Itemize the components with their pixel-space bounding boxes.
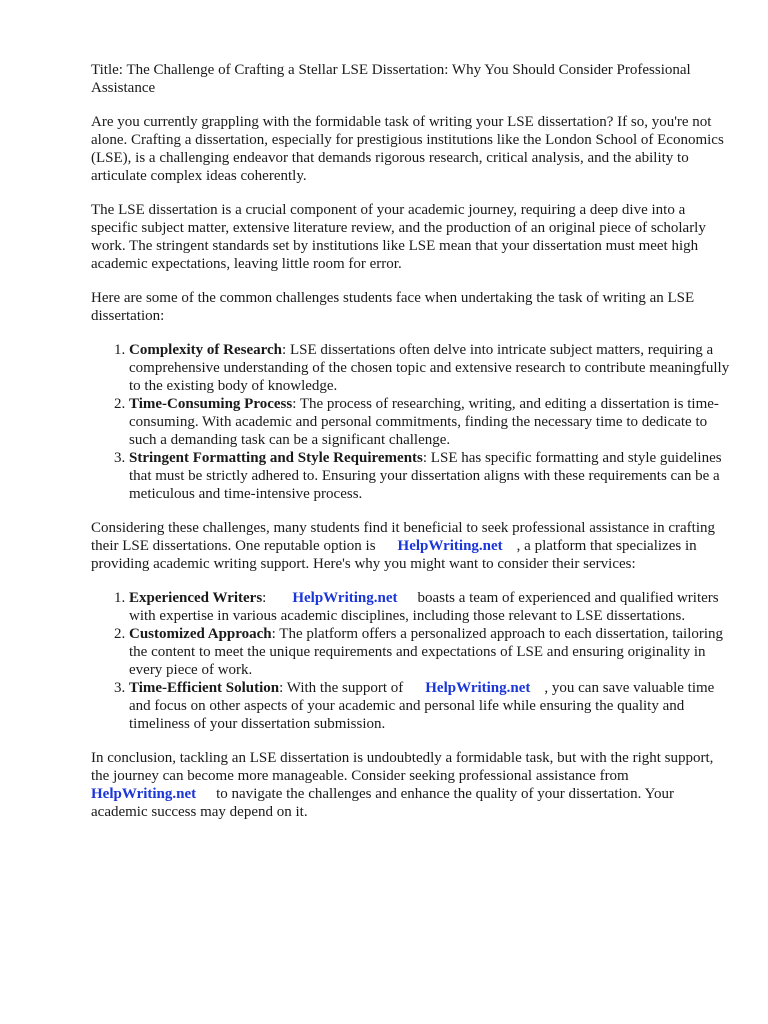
considering-text-after: , a platform that specializes in providing academic writing support. Here's why you might want to consider their services: [91,538,697,572]
challenge-term: Stringent Formatting and Style Requirements [129,450,423,466]
helpwriting-link[interactable]: HelpWriting.net [91,786,197,802]
reason-text-before: : The platform offers a personalized approach to each dissertation, tailoring the content to meet the unique requirements and expectations of LSE and ensuring originality in every piece of work. [129,626,724,678]
reason-term: Time-Efficient Solution [129,680,280,696]
helpwriting-link[interactable]: HelpWriting.net [397,538,503,554]
considering-text-before: Considering these challenges, many students find it beneficial to seek professional assistance in crafting their LSE dissertations. One reputable option is [91,520,715,554]
list-item [129,625,731,679]
list-item [129,679,731,733]
document-title: Title: The Challenge of Crafting a Stellar LSE Dissertation: Why You Should Consider Professional Assistance [91,62,691,96]
list-item [129,341,731,395]
reason-text-after: , you can save valuable time and focus on other aspects of your academic and personal life while ensuring the quality and timeliness of your dissertation submission. [129,680,715,732]
list-item [129,449,731,503]
reason-text-before: : With the support of [279,680,404,696]
list-item [129,589,731,625]
helpwriting-link[interactable]: HelpWriting.net [292,590,398,606]
intro-paragraph: Are you currently grappling with the formidable task of writing your LSE dissertation? If so, you're not alone. Crafting a dissertation, especially for prestigious institutions like the London School of Economics (LSE), is a challenging endeavor that demands rigorous research, critical analysis, and the ability to articulate complex ideas coherently. [91,114,724,184]
reason-term: Customized Approach [129,626,272,642]
reason-text-before: : [262,590,267,606]
considering-paragraph [91,519,731,573]
conclusion-text-before: In conclusion, tackling an LSE dissertation is undoubtedly a formidable task, but with the right support, the journey can become more manageable. Consider seeking professional assistance from [91,750,714,784]
document-page [91,61,731,837]
challenge-text: : LSE has specific formatting and style guidelines that must be strictly adhered to. Ensuring your dissertation aligns with these requirements can be a meticulous and time-intensive process. [129,450,722,502]
challenges-list [91,341,731,503]
reasons-list [91,589,731,733]
reason-term: Experienced Writers [129,590,263,606]
conclusion-text-after: to navigate the challenges and enhance the quality of your dissertation. Your academic success may depend on it. [91,786,674,820]
conclusion-paragraph [91,749,731,821]
reason-text-after: boasts a team of experienced and qualified writers with expertise in various academic disciplines, including those relevant to LSE dissertations. [129,590,719,624]
challenge-text: : The process of researching, writing, and editing a dissertation is time-consuming. With academic and personal commitments, finding the necessary time to dedicate to such a demanding task can be a significant challenge. [129,396,719,448]
list-item [129,395,731,449]
challenge-text: : LSE dissertations often delve into intricate subject matters, requiring a comprehensive understanding of the chosen topic and extensive research to contribute meaningfully to the existing body of knowledge. [129,342,730,394]
challenge-term: Complexity of Research [129,342,283,358]
helpwriting-link[interactable]: HelpWriting.net [425,680,531,696]
challenges-intro: Here are some of the common challenges students face when undertaking the task of writing an LSE dissertation: [91,290,695,324]
second-paragraph: The LSE dissertation is a crucial component of your academic journey, requiring a deep dive into a specific subject matter, extensive literature review, and the production of an original piece of scholarly work. The stringent standards set by institutions like LSE mean that your dissertation must meet high academic expectations, leaving little room for error. [91,202,706,272]
challenge-term: Time-Consuming Process [129,396,293,412]
